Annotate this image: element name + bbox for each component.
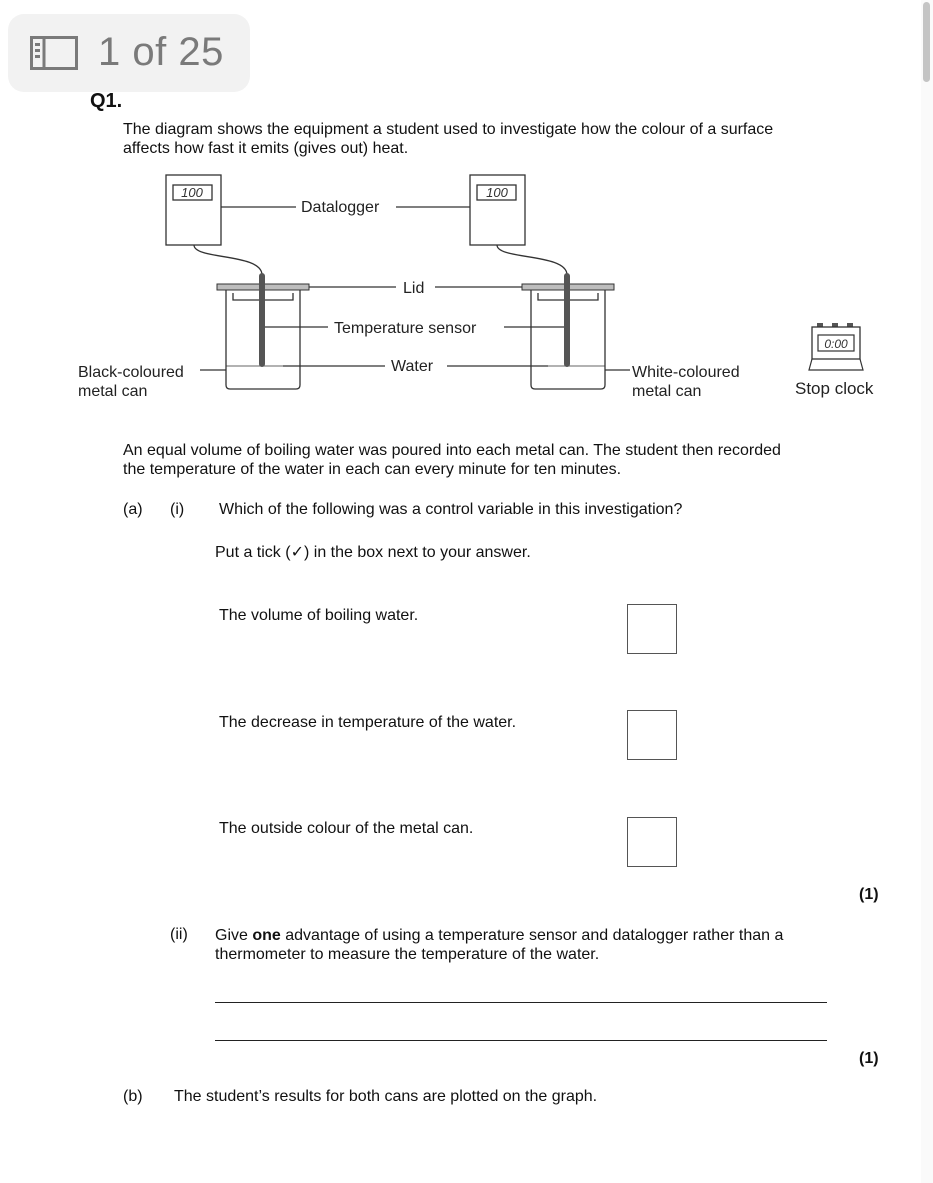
option-temperature-text: The decrease in temperature of the water. (219, 714, 517, 731)
part-a-i-label: (i) (170, 501, 185, 518)
part-a-label: (a) (123, 501, 143, 518)
equipment-diagram (0, 165, 933, 415)
left-datalogger-reading: 100 (181, 185, 203, 200)
datalogger-label: Datalogger (301, 199, 380, 216)
stop-clock-label: Stop clock (795, 379, 874, 398)
black-can-label-line2: metal can (78, 383, 148, 400)
sidebar-icon[interactable] (30, 36, 78, 70)
scrollbar-thumb[interactable] (923, 2, 930, 82)
temperature-sensor-label: Temperature sensor (334, 320, 477, 337)
marks-a-ii: (1) (859, 1050, 879, 1067)
option-colour-checkbox[interactable] (627, 817, 677, 867)
option-volume-checkbox[interactable] (627, 604, 677, 654)
left-temperature-sensor (259, 273, 265, 367)
tick-instruction: Put a tick (✓) in the box next to your answer. (215, 544, 531, 561)
black-can-label-line1: Black-coloured (78, 364, 184, 381)
option-colour-text: The outside colour of the metal can. (219, 820, 474, 837)
part-b-label: (b) (123, 1088, 143, 1105)
method-paragraph: An equal volume of boiling water was poured into each metal can. The student then recorded the temperature of the water in each can every minute for ten minutes. (123, 442, 781, 478)
lid-label: Lid (403, 280, 425, 297)
question-number: Q1. (90, 90, 123, 112)
part-a-ii-label: (ii) (170, 926, 188, 943)
part-a-i-question: Which of the following was a control variable in this investigation? (219, 501, 683, 518)
answer-line-1[interactable] (215, 1002, 827, 1003)
white-can-label-line1: White-coloured (632, 364, 740, 381)
part-a-ii-question: Give one advantage of using a temperature sensor and datalogger rather than a thermometer to measure the temperature of the water. (215, 927, 784, 963)
answer-line-2[interactable] (215, 1040, 827, 1041)
right-temperature-sensor (564, 273, 570, 367)
part-b-text: The student’s results for both cans are plotted on the graph. (174, 1088, 598, 1105)
scrollbar-track[interactable] (921, 0, 933, 1183)
page-counter: 1 of 25 (98, 30, 224, 74)
option-volume-text: The volume of boiling water. (219, 607, 419, 624)
white-can-label-line2: metal can (632, 383, 702, 400)
question-intro: The diagram shows the equipment a student used to investigate how the colour of a surface affects how fast it emits (gives out) heat. (123, 121, 774, 157)
option-temperature-checkbox[interactable] (627, 710, 677, 760)
marks-a-i: (1) (859, 886, 879, 903)
right-datalogger-reading: 100 (486, 185, 508, 200)
stop-clock-display: 0:00 (824, 337, 848, 351)
water-label: Water (391, 358, 434, 375)
